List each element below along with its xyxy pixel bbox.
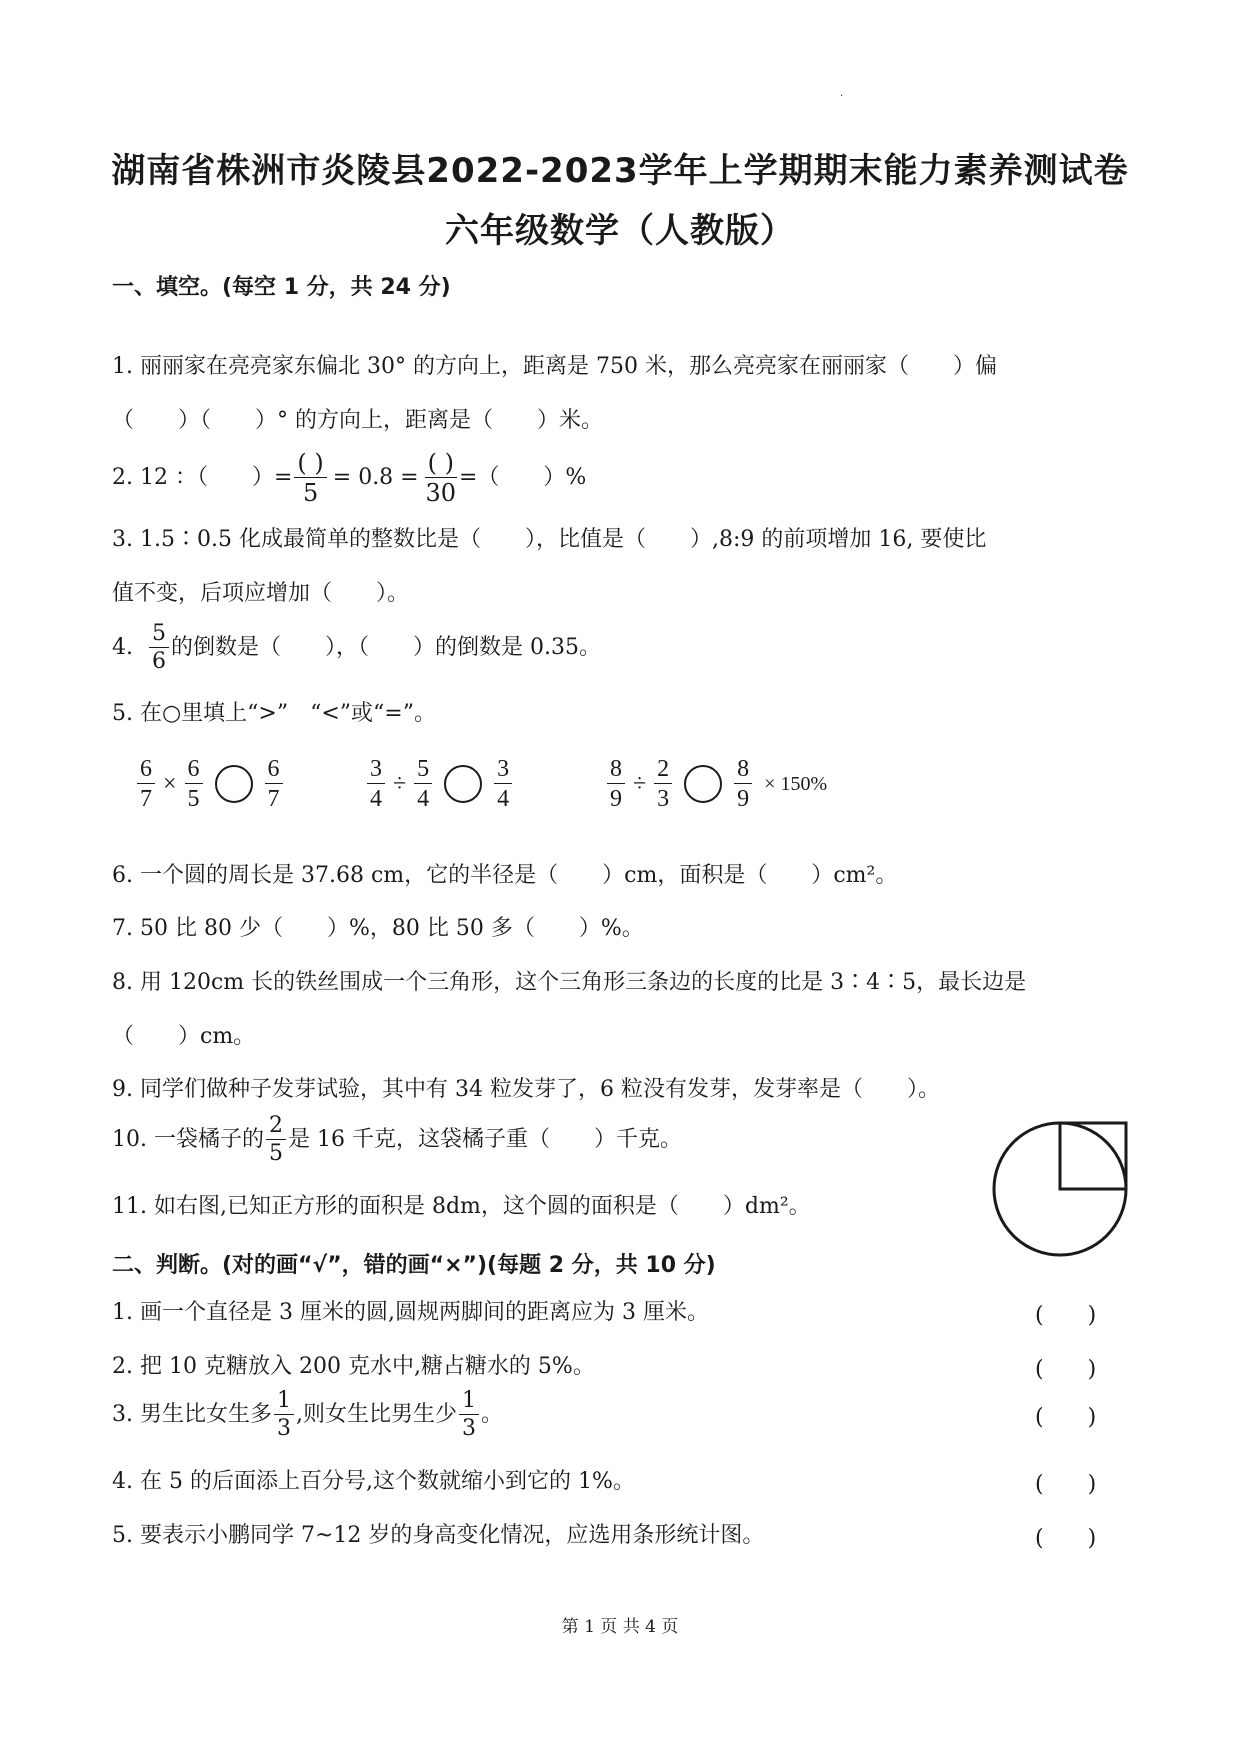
q10-fraction [266,1115,286,1165]
q4-fraction [149,623,169,673]
judge-item-3 [112,1385,503,1445]
question-4 [112,618,601,678]
q10-den: 5 [268,1141,283,1166]
q2-f1-num: ( ) [294,451,326,478]
q5-1-a-den: 7 [140,786,152,812]
judge-4-answer-blank[interactable]: ( ) [1035,1472,1097,1497]
judge-item-2: 2. 把 10 克糖放入 200 克水中,糖占糖水的 5%。 [112,1354,595,1379]
judge-item-1: 1. 画一个直径是 3 厘米的圆,圆规两脚间的距离应为 3 厘米。 [112,1300,709,1325]
question-8-line-2: （ ）cm。 [112,1024,256,1049]
q5-1-a-num: 6 [137,757,155,784]
q5-1-operator: × [163,770,177,797]
q5-2-b-num: 5 [414,757,432,784]
judge-3-f1-num: 1 [274,1390,294,1415]
judge-3-tail: 。 [480,1402,503,1427]
question-1-line-2: （ ）（ ）° 的方向上，距离是（ ）米。 [112,408,603,433]
q5-comparison-1 [135,757,285,811]
judge-2-answer-blank[interactable]: ( ) [1035,1357,1097,1382]
question-6: 6. 一个圆的周长是 37.68 cm，它的半径是（ ）cm，面积是（ ）cm²。 [112,863,898,888]
q2-f2-num: ( ) [425,451,457,478]
question-3-line-1: 3. 1.5∶0.5 化成最简单的整数比是（ ），比值是（ ）,8:9 的前项增加 16, 要使比 [112,527,987,552]
q2-tail: =（ ）% [458,465,587,490]
judge-3-f2-num: 1 [459,1390,479,1415]
q5-1-b-num: 6 [185,757,203,784]
judge-3-mid: ,则女生比男生少 [295,1402,457,1427]
q5-3-r-den: 9 [737,786,750,812]
judge-1-answer-blank[interactable]: ( ) [1035,1303,1097,1328]
judge-item-5: 5. 要表示小鹏同学 7~12 岁的身高变化情况，应选用条形统计图。 [112,1523,765,1548]
judge-5-answer-blank[interactable]: ( ) [1035,1526,1097,1551]
q4-den: 6 [152,649,166,674]
q5-2-operator: ÷ [393,770,407,797]
q4-lead: 4. [112,635,133,660]
judge-3-answer-blank[interactable]: ( ) [1035,1405,1097,1430]
q5-2-a-num: 3 [367,757,385,784]
question-1-line-1: 1. 丽丽家在亮亮家东偏北 30° 的方向上，距离是 750 米，那么亮亮家在丽丽家（ ）偏 [112,354,997,379]
judge-3-f2-den: 3 [461,1416,476,1441]
section-2-heading: 二、判断。(对的画“√”，错的画“×”)(每题 2 分，共 10 分) [112,1253,716,1278]
q2-lead: 2. 12 ：（ ）= [112,465,293,490]
q5-3-b-den: 3 [657,786,670,812]
top-mark: . [840,88,844,99]
q2-fraction-2 [425,451,457,505]
q10-tail: 是 16 千克，这袋橘子重（ ）千克。 [287,1127,682,1152]
q10-lead: 10. 一袋橘子的 [112,1127,264,1152]
question-11: 11. 如右图,已知正方形的面积是 8dm，这个圆的面积是（ ）dm²。 [112,1194,811,1219]
q5-1-b-den: 5 [187,786,200,812]
q5-3-r-num: 8 [734,757,752,784]
question-8-line-1: 8. 用 120cm 长的铁丝围成一个三角形，这个三角形三条边的长度的比是 3∶4∶5，最长边是 [112,970,1027,995]
q5-3-a-den: 9 [610,786,622,812]
q5-3-b-num: 2 [654,757,672,784]
page-footer: 第 1 页 共 4 页 [561,1617,679,1637]
judge-3-lead: 3. 男生比女生多 [112,1402,272,1427]
question-3-line-2: 值不变，后项应增加（ ）。 [112,581,410,606]
q4-tail: 的倒数是（ ），（ ）的倒数是 0.35。 [171,635,601,660]
q2-f1-den: 5 [302,479,319,507]
page-subtitle: 六年级数学（人教版） [445,211,795,251]
q10-num: 2 [266,1115,286,1140]
q5-2-r-num: 3 [494,757,512,784]
q5-2-answer-circle[interactable] [444,765,482,803]
question-7: 7. 50 比 80 少（ ）%，80 比 50 多（ ）%。 [112,916,644,941]
q5-comparison-2 [365,757,514,811]
question-9: 9. 同学们做种子发芽试验，其中有 34 粒发芽了，6 粒没有发芽，发芽率是（ ）。 [112,1077,940,1102]
circle-square-figure [990,1115,1140,1265]
q5-1-answer-circle[interactable] [215,765,253,803]
judge-3-fraction-2 [459,1390,479,1440]
q5-1-r-den: 7 [267,786,280,812]
question-2 [112,448,586,508]
q5-2-b-den: 4 [417,786,430,812]
q2-mid: = 0.8 = [332,465,419,490]
question-10 [112,1110,682,1170]
judge-item-4: 4. 在 5 的后面添上百分号,这个数就缩小到它的 1%。 [112,1469,635,1494]
q5-1-r-num: 6 [265,757,283,784]
q2-fraction-1 [294,451,326,505]
q2-f2-den: 30 [425,479,457,507]
q4-num: 5 [149,623,169,648]
q5-3-r-tail: × 150% [764,772,828,795]
page-title: 湖南省株洲市炎陵县2022-2023学年上学期期末能力素养测试卷 [111,151,1129,191]
q5-3-answer-circle[interactable] [684,765,722,803]
q5-3-operator: ÷ [633,770,647,797]
q5-2-a-den: 4 [370,786,382,812]
question-5: 5. 在○里填上“>” “<”或“=”。 [112,701,436,726]
q5-3-a-num: 8 [607,757,625,784]
q5-comparison-3 [605,757,827,811]
section-1-heading: 一、填空。(每空 1 分，共 24 分) [112,275,451,300]
judge-3-fraction-1 [274,1390,294,1440]
judge-3-f1-den: 3 [276,1416,291,1441]
q5-2-r-den: 4 [497,786,510,812]
